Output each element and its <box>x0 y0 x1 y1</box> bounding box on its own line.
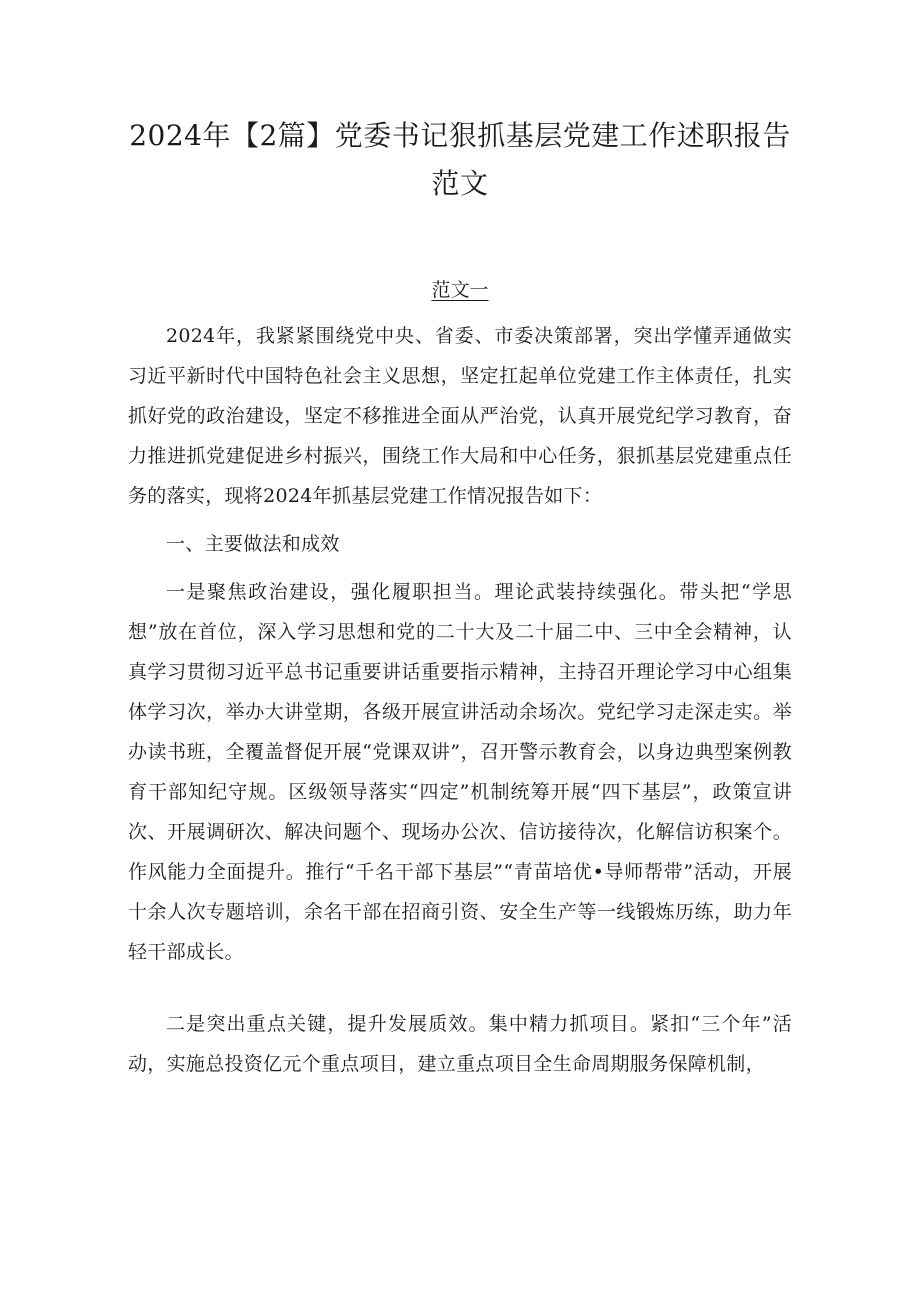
document-title <box>128 112 792 208</box>
section-heading <box>128 276 792 304</box>
paragraph-political-building: 一是聚焦政治建设，强化履职担当。理论武装持续强化。带头把“学思想”放在首位，深入学习思想和党的二十大及二十届二中、三中全会精神，认真学习贯彻习近平总书记重要讲话重要指示精神，主持召开理论学习中心组集体学习次，举办大讲堂期，各级开展宣讲活动余场次。党纪学习走深走实。举办读书班，全覆盖督促开展“党课双讲”，召开警示教育会，以身边典型案例教育干部知纪守规。区级领导落实“四定”机制统筹开展“四下基层”，政策宣讲次、开展调研次、解决问题个、现场办公次、信访接待次，化解信访积案个。作风能力全面提升。推行“千名干部下基层”“青苗培优•导师帮带”活动，开展十余人次专题培训，余名干部在招商引资、安全生产等一线锻炼历练，助力年轻干部成长。 <box>128 581 792 963</box>
document-title-line-1: 2024年【2篇】党委书记狠抓基层党建工作述职报告 <box>129 119 791 152</box>
paragraph-heading-main-practices: 一、主要做法和成效 <box>166 533 340 555</box>
paragraph-intro: 2024年，我紧紧围绕党中央、省委、市委决策部署，突出学懂弄通做实习近平新时代中国特色社会主义思想，坚定扛起单位党建工作主体责任，扎实抓好党的政治建设，坚定不移推进全面从严治党，认真开展党纪学习教育，奋力推进抓党建促进乡村振兴，围绕工作大局和中心任务，狠抓基层党建重点任务的落实，现将2024年抓基层党建工作情况报告如下： <box>128 325 792 507</box>
document-title-line-2: 范文 <box>431 167 489 200</box>
paragraph-key-priorities: 二是突出重点关键，提升发展质效。集中精力抓项目。紧扣“三个年”活动，实施总投资亿元个重点项目，建立重点项目全生命周期服务保障机制， <box>128 1013 792 1075</box>
section-heading-text: 范文一 <box>431 279 489 301</box>
